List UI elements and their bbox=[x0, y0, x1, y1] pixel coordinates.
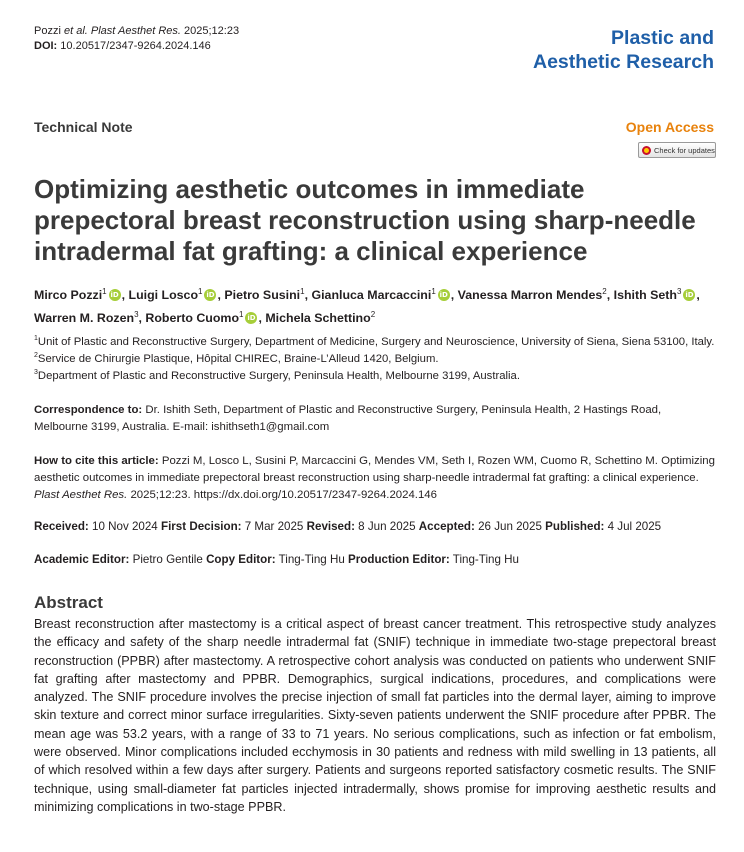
check-updates-label: Check for updates bbox=[654, 145, 715, 155]
date-label: Revised: bbox=[306, 520, 355, 533]
date-label: Accepted: bbox=[418, 520, 475, 533]
author-affiliation-mark: 1 bbox=[102, 287, 107, 296]
journal-name-line1: Plastic and bbox=[611, 27, 714, 49]
editor-label: Academic Editor: bbox=[34, 553, 130, 566]
author-affiliation-mark: 2 bbox=[370, 310, 376, 320]
affiliation-mark: 1 bbox=[34, 335, 38, 342]
author-affiliation-mark: 2 bbox=[602, 287, 607, 296]
date-value: 10 Nov 2024 bbox=[88, 520, 158, 533]
author-name: Roberto Cuomo bbox=[145, 311, 240, 326]
author-name: Ishith Seth bbox=[613, 288, 677, 303]
author-affiliation-mark: 1 bbox=[300, 287, 305, 296]
author-name: Mirco Pozzi bbox=[34, 288, 103, 303]
author-name: Warren M. Rozen bbox=[34, 311, 135, 326]
date-value: 8 Jun 2025 bbox=[354, 520, 416, 533]
author-affiliation-mark: 3 bbox=[676, 287, 682, 296]
author-affiliation-mark: 1 bbox=[239, 310, 244, 320]
date-label: Published: bbox=[545, 520, 605, 533]
date-value: 26 Jun 2025 bbox=[474, 520, 542, 533]
date-label: First Decision: bbox=[160, 520, 242, 533]
orcid-icon[interactable]: iD bbox=[685, 291, 694, 300]
journal-logo[interactable] bbox=[533, 26, 714, 74]
editor-name: Pietro Gentile bbox=[129, 553, 203, 566]
abstract-text: Breast reconstruction after mastectomy is a critical aspect of breast cancer treatment. This retrospective study analyzes the efficacy and safety of the sharp needle intradermal fat (SNIF) technique in immediate two-stage prepectoral breast reconstruction (PPBR) after mastectomy. A retrospective cohort analysis was conducted on patients who underwent SNIF fat grafting after mastectomy and PPBR. Demographics, surgical indications, procedures, and complications were analyzed. The SNIF procedure involves the precise injection of small fat particles into the dermal layer, aiming to improve skin texture and correct minor surface irregularities. Sixty-seven patients underwent the SNIF procedure after PPBR. The mean age was 53.2 years, with a range of 33 to 71 years. No serious complications, such as infection or fat embolism, were observed. Minor complications included ecchymosis in 30 patients and redness with mild swelling in 13 patients, all of which resolved within a few days after surgery. Patients and surgeons reported satisfactory cosmetic results. The SNIF technique, using small-diameter fat particles injected intradermally, shows promise for improving aesthetic results and minimizing complications in two-stage PPBR. bbox=[34, 617, 716, 814]
crossmark-icon bbox=[642, 146, 651, 155]
orcid-icon[interactable]: iD bbox=[110, 291, 119, 300]
orcid-icon[interactable]: iD bbox=[206, 291, 215, 300]
editor-credits bbox=[34, 553, 519, 566]
affiliation-mark: 3 bbox=[34, 369, 38, 377]
date-label: Received: bbox=[34, 520, 89, 533]
author-name: Pietro Susini bbox=[224, 288, 301, 303]
editor-label: Copy Editor: bbox=[206, 553, 276, 566]
affiliation-item bbox=[34, 366, 716, 383]
affiliation-text: Unit of Plastic and Reconstructive Surgery, Department of Medicine, Surgery and Neuroscience, University of Siena, Siena 53100, Italy. bbox=[37, 335, 715, 348]
affiliations bbox=[34, 332, 716, 383]
affiliation-item bbox=[34, 349, 716, 366]
how-to-cite: How to cite this article: Pozzi M, Losco L, Susini P, Marcaccini G, Mendes VM, Seth I, Rozen WM, Cuomo R, Schettino M. Optimizing aesthetic outcomes in immediate prepectoral breast reconstruction using sharp-needle intradermal fat grafting: a clinical experience. Plast Aesthet Res. 2025;12:23. https://dx.doi.org/10.20517/2347-9264.2024.146 bbox=[34, 455, 715, 501]
correspondence: Correspondence to: Dr. Ishith Seth, Department of Plastic and Reconstructive Surgery, Peninsula Health, 2 Hastings Road, Melbourne 3199, Australia. E-mail: ishithseth1@gmail.com bbox=[34, 404, 662, 433]
editor-name: Ting-Ting Hu bbox=[275, 553, 345, 566]
abstract-heading: Abstract bbox=[34, 593, 103, 612]
author-affiliation-mark: 3 bbox=[134, 310, 139, 320]
article-title: Optimizing aesthetic outcomes in immediate prepectoral breast reconstruction using sharp-needle intradermal fat grafting: a clinical experience bbox=[34, 174, 696, 266]
author-list: Mirco Pozzi$^1$ iD , Luigi Losco$^1$ iD , Pietro Susini$^1$, Gianluca Marcaccini$^1$ iD , Vanessa Marron Mendes$^2$, Ishith Seth$^3$ iD , Warren M. Rozen$^3$, Roberto Cuomo$^1$ iD , Michela Schettino$^2$ bbox=[34, 287, 700, 326]
author-affiliation-mark: 1 bbox=[198, 287, 203, 296]
author-name: Luigi Losco bbox=[128, 288, 199, 303]
affiliation-item bbox=[34, 332, 716, 349]
article-dates bbox=[34, 520, 661, 533]
author-affiliation-mark: 1 bbox=[431, 287, 436, 296]
check-for-updates-button[interactable] bbox=[638, 142, 716, 158]
affiliation-text: Service de Chirurgie Plastique, Hôpital CHIREC, Braine-L’Alleud 1420, Belgium. bbox=[37, 352, 439, 365]
doi-line: DOI: 10.20517/2347-9264.2024.146 bbox=[34, 40, 211, 52]
journal-name-line2: Aesthetic Research bbox=[532, 51, 714, 73]
open-access-label: Open Access bbox=[625, 119, 714, 135]
citation-line: Pozzi et al. Plast Aesthet Res. 2025;12:23 bbox=[34, 25, 240, 37]
article-type: Technical Note bbox=[34, 119, 133, 135]
author-name: Gianluca Marcaccini bbox=[311, 288, 432, 303]
author-name: Michela Schettino bbox=[265, 311, 371, 326]
affiliation-text: Department of Plastic and Reconstructive Surgery, Peninsula Health, Melbourne 3199, Australia. bbox=[37, 369, 520, 382]
affiliation-mark: 2 bbox=[34, 352, 38, 360]
date-value: 7 Mar 2025 bbox=[241, 520, 304, 533]
orcid-icon[interactable]: iD bbox=[247, 314, 256, 323]
orcid-icon[interactable]: iD bbox=[439, 291, 448, 300]
doi-link[interactable]: 10.20517/2347-9264.2024.146 bbox=[57, 40, 211, 52]
author-name: Vanessa Marron Mendes bbox=[457, 288, 603, 303]
date-value: 4 Jul 2025 bbox=[604, 520, 662, 533]
editor-label: Production Editor: bbox=[348, 553, 450, 566]
editor-name: Ting-Ting Hu bbox=[449, 553, 519, 566]
